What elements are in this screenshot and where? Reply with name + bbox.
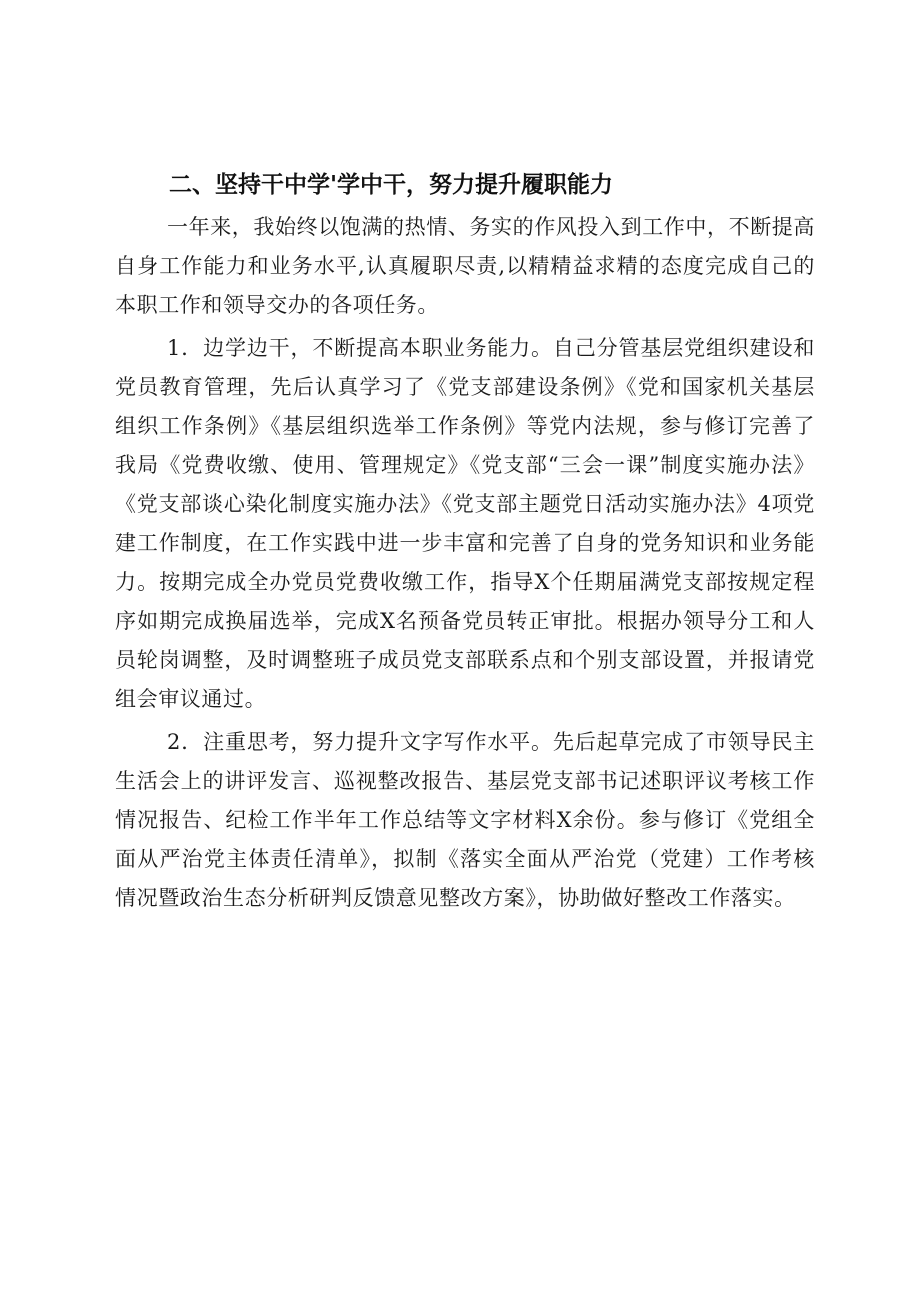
item-2-paragraph-text: 2．注重思考，努力提升文字写作水平。先后起草完成了市领导民主生活会上的讲评发言、巡视整改报告、基层党支部书记述职评议考核工作情况报告、纪检工作半年工作总结等文字材料X余份。参与修订《党组全面从严治党主体责任清单》，拟制《落实全面从严治党（党建）工作考核情况暨政治生态分析研判反馈意见整改方案》，协助做好整改工作落实。 (115, 730, 815, 910)
item-1-paragraph-text: 1．边学边干，不断提高本职业务能力。自己分管基层党组织建设和党员教育管理，先后认真学习了《党支部建设条例》《党和国家机关基层组织工作条例》《基层组织选举工作条例》等党内法规，参与修订完善了我局《党费收缴、使用、管理规定》《党支部“三会一课”制度实施办法》《党支部谈心染化制度实施办法》《党支部主题党日活动实施办法》4项党建工作制度，在工作实践中进一步丰富和完善了自身的党务知识和业务能力。按期完成全办党员党费收缴工作，指导X个任期届满党支部按规定程序如期完成换届选举，完成X名预备党员转正审批。根据办领导分工和人员轮岗调整，及时调整班子成员党支部联系点和个别支部设置，并报请党组会审议通过。 (115, 336, 815, 711)
intro-paragraph (115, 208, 815, 325)
item-1-paragraph (115, 329, 815, 719)
document-page (115, 166, 815, 918)
item-2-paragraph (115, 723, 815, 918)
intro-paragraph-text: 一年来，我始终以饱满的热情、务实的作风投入到工作中，不断提高自身工作能力和业务水平,认真履职尽责,以精精益求精的态度完成自己的本职工作和领导交办的各项任务。 (115, 215, 815, 317)
section-heading: 二、坚持干中学'学中干，努力提升履职能力 (169, 172, 614, 198)
